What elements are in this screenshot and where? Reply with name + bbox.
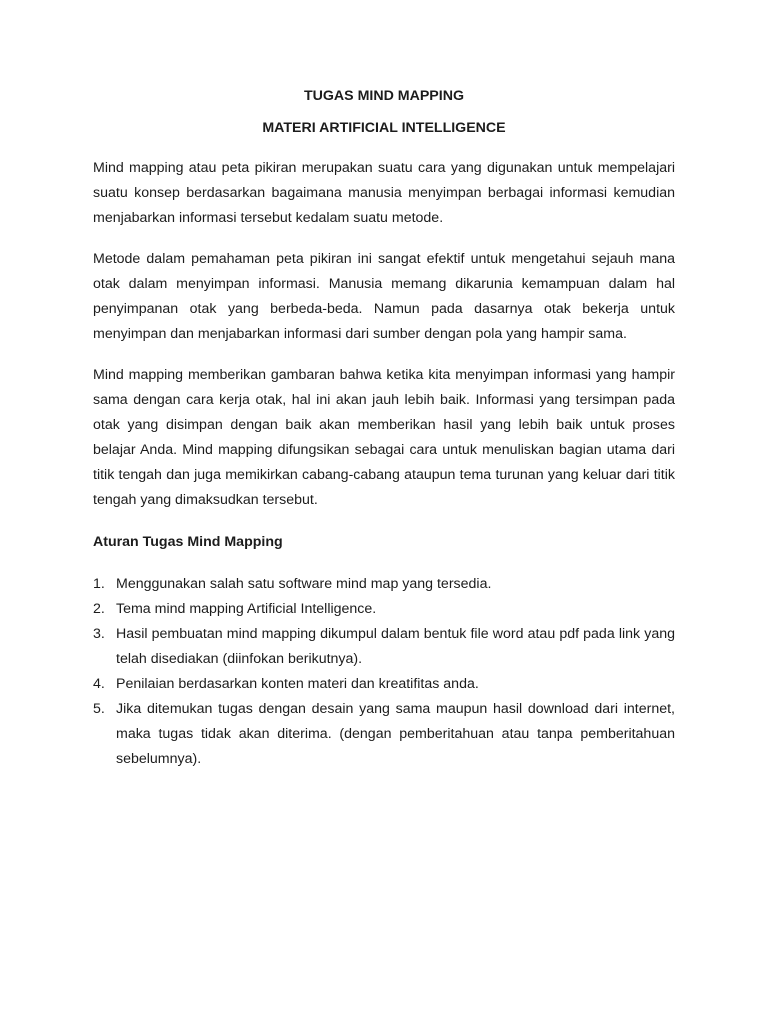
list-item-number: 3. xyxy=(93,626,105,642)
document-title: TUGAS MIND MAPPING xyxy=(303,88,464,104)
list-item-number: 5. xyxy=(93,701,105,717)
document-content xyxy=(93,86,675,772)
list-item-text: Hasil pembuatan mind mapping dikumpul dalam bentuk file word atau pdf pada link yang telah disediakan (diinfokan berikutnya). xyxy=(116,626,675,667)
list-item xyxy=(93,597,675,622)
rules-heading: Aturan Tugas Mind Mapping xyxy=(93,534,283,550)
list-item-number: 1. xyxy=(93,576,105,592)
list-item-text: Jika ditemukan tugas dengan desain yang sama maupun hasil download dari internet, maka tugas tidak akan diterima. (dengan pemberitahuan atau tanpa pemberitahuan sebelumnya). xyxy=(116,701,675,767)
list-item xyxy=(93,697,675,772)
paragraph-benefit: Mind mapping memberikan gambaran bahwa ketika kita menyimpan informasi yang hampir sama dengan cara kerja otak, hal ini akan jauh lebih baik. Informasi yang tersimpan pada otak yang disimpan dengan baik akan memberikan hasil yang lebih baik untuk proses belajar Anda. Mind mapping difungsikan sebagai cara untuk menuliskan bagian utama dari titik tengah dan juga memikirkan cabang-cabang ataupun tema turunan yang keluar dari titik tengah yang dimaksudkan tersebut. xyxy=(93,367,675,508)
list-item-text: Penilaian berdasarkan konten materi dan kreatifitas anda. xyxy=(116,676,479,692)
rules-list xyxy=(93,572,675,772)
list-item xyxy=(93,572,675,597)
list-item-number: 4. xyxy=(93,676,105,692)
paragraph-intro: Mind mapping atau peta pikiran merupakan suatu cara yang digunakan untuk mempelajari suatu konsep berdasarkan bagaimana manusia menyimpan berbagai informasi kemudian menjabarkan informasi tersebut kedalam suatu metode. xyxy=(93,160,675,226)
list-item-number: 2. xyxy=(93,601,105,617)
document-subtitle: MATERI ARTIFICIAL INTELLIGENCE xyxy=(262,120,506,136)
list-item-text: Tema mind mapping Artificial Intelligence. xyxy=(116,601,377,617)
list-item xyxy=(93,622,675,672)
list-item xyxy=(93,672,675,697)
list-item-text: Menggunakan salah satu software mind map yang tersedia. xyxy=(116,576,492,592)
paragraph-method: Metode dalam pemahaman peta pikiran ini sangat efektif untuk mengetahui sejauh mana otak dalam menyimpan informasi. Manusia memang dikarunia kemampuan dalam hal penyimpanan otak yang berbeda-beda. Namun pada dasarnya otak bekerja untuk menyimpan dan menjabarkan informasi dari sumber dengan pola yang hampir sama. xyxy=(93,251,675,342)
